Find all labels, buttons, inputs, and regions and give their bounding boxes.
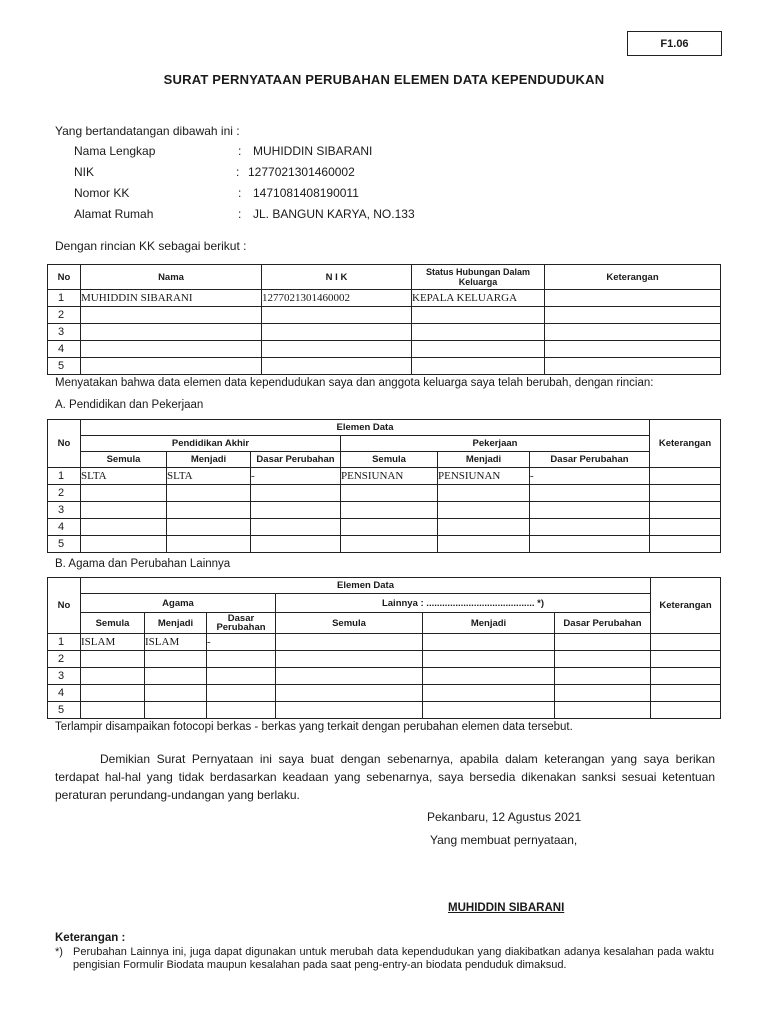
- a-row-k-menjadi: [438, 536, 530, 553]
- table-row: [48, 651, 721, 668]
- a-row-p-dasar: [251, 536, 341, 553]
- b-row-a-semula: [81, 668, 145, 685]
- identity-label-name: Nama Lengkap: [74, 144, 156, 158]
- b-row-a-dasar: [207, 702, 276, 719]
- b-row-a-menjadi: [145, 651, 207, 668]
- a-row-p-dasar: -: [251, 468, 341, 485]
- a-header-ket: Keterangan: [650, 420, 721, 468]
- a-row-k-semula: [341, 519, 438, 536]
- b-row-a-dasar: [207, 685, 276, 702]
- a-header-k-semula: Semula: [341, 452, 438, 468]
- table-row: [48, 536, 721, 553]
- place-date: Pekanbaru, 12 Agustus 2021: [427, 810, 582, 824]
- b-row-l-menjadi: [423, 685, 555, 702]
- identity-label-address: Alamat Rumah: [74, 207, 154, 221]
- b-header-a-menjadi: Menjadi: [145, 613, 207, 634]
- b-header-a-semula: Semula: [81, 613, 145, 634]
- a-row-p-dasar: [251, 519, 341, 536]
- kk-row-nik: [262, 324, 412, 341]
- b-row-a-dasar: [207, 651, 276, 668]
- a-row-k-menjadi: PENSIUNAN: [438, 468, 530, 485]
- b-row-no: 4: [48, 685, 81, 702]
- b-row-l-menjadi: [423, 668, 555, 685]
- b-row-l-semula: [276, 702, 423, 719]
- b-header-l-menjadi: Menjadi: [423, 613, 555, 634]
- kk-row-nama: [81, 307, 262, 324]
- b-row-l-dasar: [555, 668, 651, 685]
- b-header-a-dasar-top: Dasar: [227, 613, 255, 624]
- a-header-no: No: [48, 420, 81, 468]
- a-row-ket: [650, 536, 721, 553]
- b-header-l-semula: Semula: [276, 613, 423, 634]
- b-row-a-semula: [81, 685, 145, 702]
- note-marker: *): [55, 946, 63, 958]
- kk-row-nama: [81, 324, 262, 341]
- kk-row-status: [412, 341, 545, 358]
- kk-row-no: 2: [48, 307, 81, 324]
- a-header-pekerjaan: Pekerjaan: [341, 436, 650, 452]
- table-row: [48, 341, 721, 358]
- a-row-no: 1: [48, 468, 81, 485]
- a-header-p-semula: Semula: [81, 452, 167, 468]
- identity-value-kk: 1471081408190011: [253, 186, 359, 200]
- table-row: [48, 634, 721, 651]
- kk-row-nama: MUHIDDIN SIBARANI: [81, 290, 262, 307]
- a-row-p-menjadi: [167, 485, 251, 502]
- kk-table: [47, 264, 721, 375]
- kk-row-nama: [81, 358, 262, 375]
- table-row: [48, 468, 721, 485]
- intro-text: Yang bertandatangan dibawah ini :: [55, 124, 240, 138]
- b-row-l-semula: [276, 685, 423, 702]
- b-header-no: No: [48, 578, 81, 634]
- a-row-k-semula: PENSIUNAN: [341, 468, 438, 485]
- table-row: [48, 519, 721, 536]
- kk-row-ket: [545, 358, 721, 375]
- kk-row-nik: [262, 307, 412, 324]
- kk-header-nama: Nama: [81, 265, 262, 290]
- b-row-a-dasar: [207, 668, 276, 685]
- a-row-p-menjadi: [167, 519, 251, 536]
- kk-row-nama: [81, 341, 262, 358]
- table-row: [48, 668, 721, 685]
- b-row-no: 2: [48, 651, 81, 668]
- a-header-elemen: Elemen Data: [81, 420, 650, 436]
- kk-header-no: No: [48, 265, 81, 290]
- b-row-ket: [651, 634, 721, 651]
- kk-row-ket: [545, 290, 721, 307]
- b-row-a-dasar: -: [207, 634, 276, 651]
- b-row-no: 5: [48, 702, 81, 719]
- identity-sep-nik: :: [236, 165, 240, 179]
- a-row-p-semula: [81, 502, 167, 519]
- b-row-a-semula: [81, 702, 145, 719]
- b-row-a-semula: [81, 651, 145, 668]
- a-row-no: 4: [48, 519, 81, 536]
- b-row-l-semula: [276, 634, 423, 651]
- b-row-ket: [651, 651, 721, 668]
- kk-header-nik: N I K: [262, 265, 412, 290]
- b-row-a-menjadi: ISLAM: [145, 634, 207, 651]
- b-row-l-dasar: [555, 685, 651, 702]
- signer-label: Yang membuat pernyataan,: [430, 833, 578, 847]
- a-row-k-dasar: [530, 536, 650, 553]
- table-row: [48, 702, 721, 719]
- note-text: Perubahan Lainnya ini, juga dapat digunakan untuk merubah data kependudukan yang diakibatkan adanya kesalahan pada waktu pengisian Formulir Biodata maupun kesalahan pada saat peng-entry-an biodata penduduk dimaksud.: [73, 946, 714, 971]
- a-row-k-dasar: -: [530, 468, 650, 485]
- section-b-table: [47, 577, 721, 719]
- b-row-a-menjadi: [145, 702, 207, 719]
- table-row: [48, 324, 721, 341]
- attachment-text: Terlampir disampaikan fotocopi berkas - berkas yang terkait dengan perubahan elemen data tersebut.: [55, 721, 573, 733]
- a-row-k-menjadi: [438, 502, 530, 519]
- kk-intro-text: Dengan rincian KK sebagai berikut :: [55, 239, 247, 253]
- form-code: F1.06: [660, 37, 689, 50]
- kk-row-nik: [262, 341, 412, 358]
- b-header-a-dasar-bottom: Perubahan: [216, 622, 266, 633]
- kk-row-nik: [262, 358, 412, 375]
- b-row-l-dasar: [555, 651, 651, 668]
- kk-row-status: [412, 307, 545, 324]
- a-header-k-menjadi: Menjadi: [438, 452, 530, 468]
- b-header-l-dasar: Dasar Perubahan: [555, 613, 651, 634]
- a-row-p-dasar: [251, 502, 341, 519]
- a-row-no: 5: [48, 536, 81, 553]
- a-header-k-dasar: Dasar Perubahan: [530, 452, 650, 468]
- identity-label-nik: NIK: [74, 165, 95, 179]
- identity-label-kk: Nomor KK: [74, 186, 130, 200]
- table-row: [48, 485, 721, 502]
- statement-text: Menyatakan bahwa data elemen data kependudukan saya dan anggota keluarga saya telah berubah, dengan rincian:: [55, 377, 654, 389]
- a-row-k-menjadi: [438, 519, 530, 536]
- b-row-no: 3: [48, 668, 81, 685]
- b-header-lainnya: Lainnya : ......................................... *): [276, 594, 651, 613]
- b-row-ket: [651, 702, 721, 719]
- a-row-k-semula: [341, 502, 438, 519]
- b-row-l-menjadi: [423, 651, 555, 668]
- table-row: [48, 290, 721, 307]
- section-b-title: B. Agama dan Perubahan Lainnya: [55, 558, 231, 570]
- table-row: [48, 358, 721, 375]
- b-row-ket: [651, 685, 721, 702]
- kk-row-ket: [545, 341, 721, 358]
- a-row-p-semula: [81, 519, 167, 536]
- b-row-ket: [651, 668, 721, 685]
- b-row-l-semula: [276, 668, 423, 685]
- a-row-no: 2: [48, 485, 81, 502]
- a-row-k-semula: [341, 536, 438, 553]
- identity-value-address: JL. BANGUN KARYA, NO.133: [253, 207, 415, 221]
- a-row-ket: [650, 502, 721, 519]
- a-row-no: 3: [48, 502, 81, 519]
- a-row-k-dasar: [530, 485, 650, 502]
- b-row-l-menjadi: [423, 634, 555, 651]
- b-row-l-semula: [276, 651, 423, 668]
- table-row: [48, 502, 721, 519]
- b-header-a-dasar: [207, 613, 276, 634]
- a-row-p-menjadi: SLTA: [167, 468, 251, 485]
- kk-row-nik: 1277021301460002: [262, 290, 412, 307]
- b-header-ket: Keterangan: [651, 578, 721, 634]
- kk-header-ket: Keterangan: [545, 265, 721, 290]
- a-row-p-semula: SLTA: [81, 468, 167, 485]
- a-row-p-dasar: [251, 485, 341, 502]
- b-row-a-semula: ISLAM: [81, 634, 145, 651]
- kk-row-no: 3: [48, 324, 81, 341]
- kk-row-no: 1: [48, 290, 81, 307]
- a-row-k-dasar: [530, 519, 650, 536]
- kk-row-status: KEPALA KELUARGA: [412, 290, 545, 307]
- section-a-title: A. Pendidikan dan Pekerjaan: [55, 399, 204, 411]
- kk-row-status: [412, 324, 545, 341]
- closing-paragraph: Demikian Surat Pernyataan ini saya buat dengan sebenarnya, apabila dalam keterangan yang saya berikan terdapat hal-hal yang tidak berdasarkan keadaan yang sebenarnya, saya bersedia dikenakan sanksi sesuai ketentuan peraturan perundang-undangan yang berlaku.: [55, 752, 715, 802]
- notes-title: Keterangan :: [55, 932, 126, 944]
- kk-row-ket: [545, 324, 721, 341]
- a-row-p-semula: [81, 536, 167, 553]
- a-row-ket: [650, 519, 721, 536]
- a-row-p-menjadi: [167, 536, 251, 553]
- signer-name: MUHIDDIN SIBARANI: [448, 902, 565, 914]
- b-row-no: 1: [48, 634, 81, 651]
- a-row-ket: [650, 468, 721, 485]
- identity-sep-kk: :: [238, 186, 242, 200]
- document-title: SURAT PERNYATAAN PERUBAHAN ELEMEN DATA KEPENDUDUKAN: [163, 72, 605, 87]
- kk-row-status: [412, 358, 545, 375]
- kk-header-status: Status Hubungan Dalam Keluarga: [412, 265, 545, 290]
- identity-value-name: MUHIDDIN SIBARANI: [253, 144, 373, 158]
- section-a-table: [47, 419, 721, 553]
- a-row-k-menjadi: [438, 485, 530, 502]
- b-row-l-dasar: [555, 702, 651, 719]
- b-header-agama: Agama: [81, 594, 276, 613]
- a-row-k-dasar: [530, 502, 650, 519]
- a-header-p-dasar: Dasar Perubahan: [251, 452, 341, 468]
- b-row-a-menjadi: [145, 668, 207, 685]
- b-row-a-menjadi: [145, 685, 207, 702]
- a-row-p-semula: [81, 485, 167, 502]
- a-row-ket: [650, 485, 721, 502]
- kk-row-no: 5: [48, 358, 81, 375]
- kk-row-ket: [545, 307, 721, 324]
- a-row-p-menjadi: [167, 502, 251, 519]
- identity-sep-name: :: [238, 144, 242, 158]
- table-row: [48, 307, 721, 324]
- form-code-box: [627, 31, 722, 56]
- identity-sep-address: :: [238, 207, 242, 221]
- table-row: [48, 685, 721, 702]
- b-row-l-dasar: [555, 634, 651, 651]
- a-header-p-menjadi: Menjadi: [167, 452, 251, 468]
- kk-row-no: 4: [48, 341, 81, 358]
- a-row-k-semula: [341, 485, 438, 502]
- b-row-l-menjadi: [423, 702, 555, 719]
- identity-value-nik: 1277021301460002: [248, 165, 355, 179]
- a-header-pendidikan: Pendidikan Akhir: [81, 436, 341, 452]
- b-header-elemen: Elemen Data: [81, 578, 651, 594]
